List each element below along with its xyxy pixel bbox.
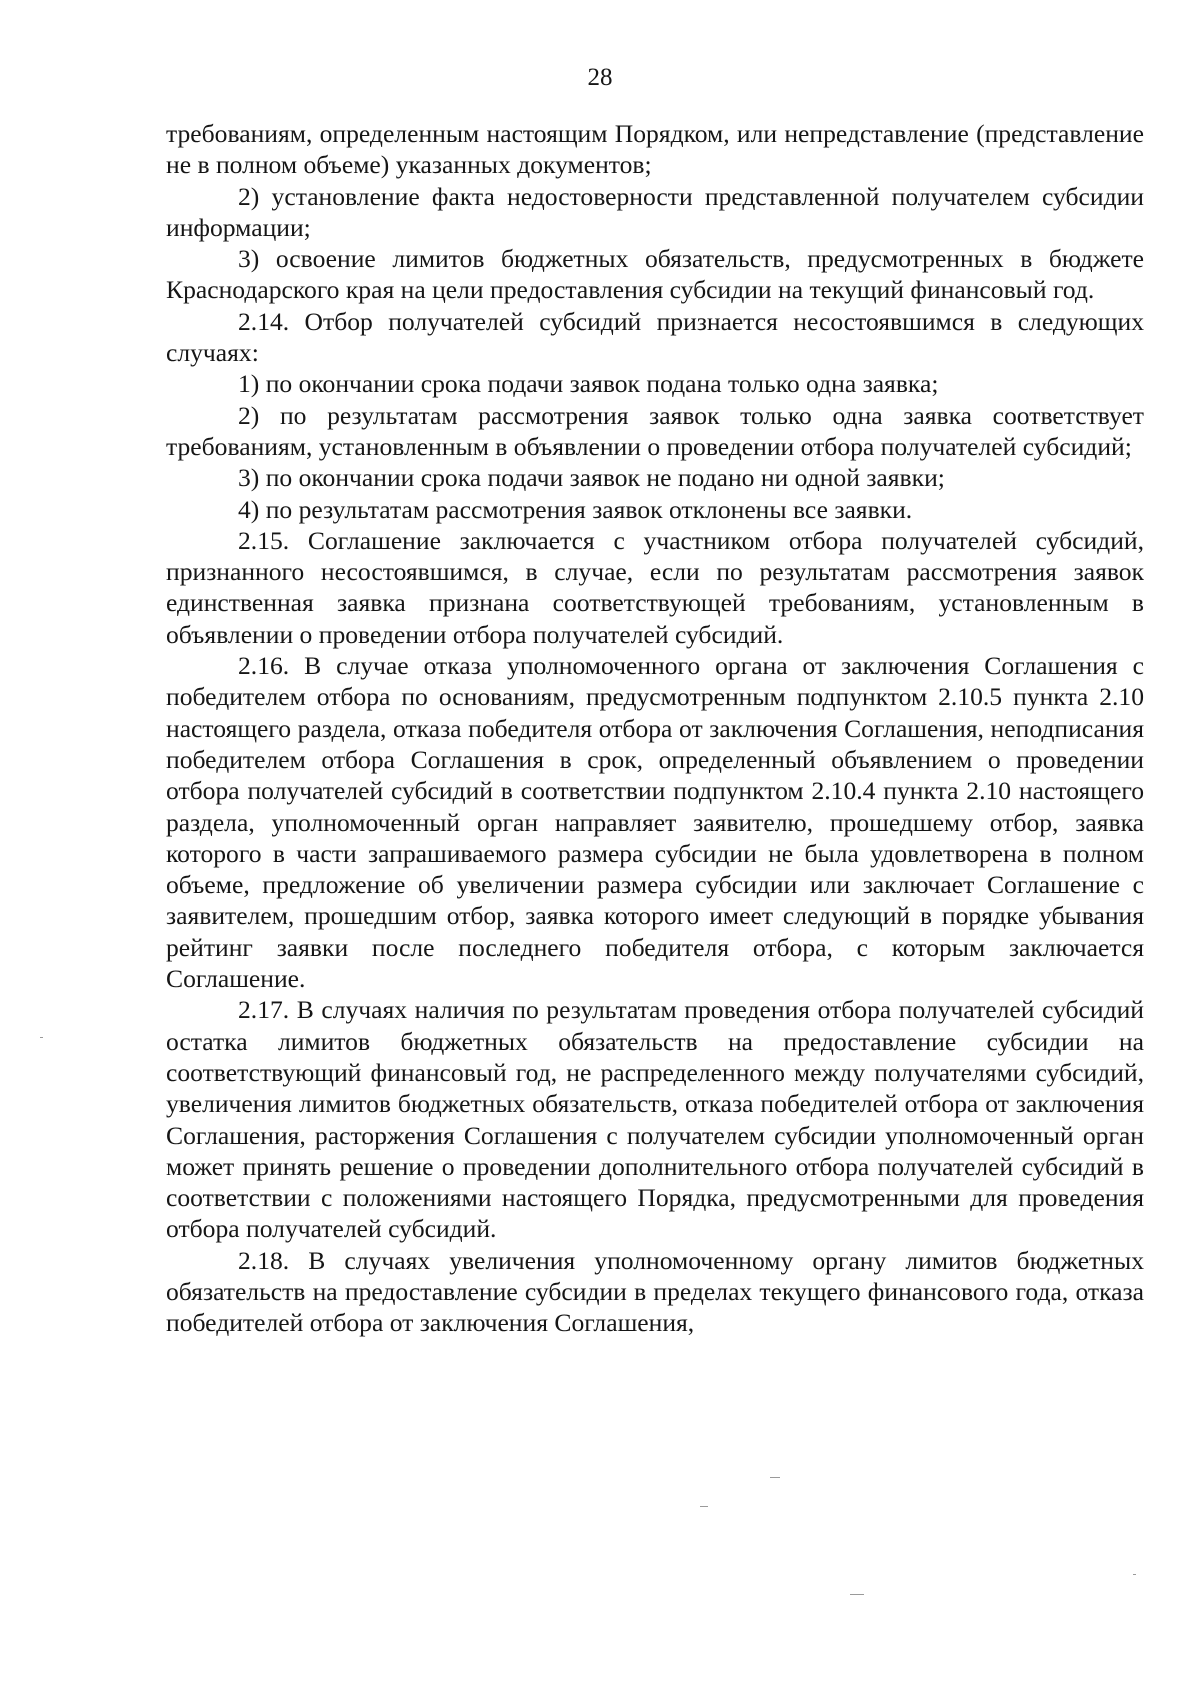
scan-speck bbox=[1133, 1574, 1136, 1575]
paragraph: 2.15. Соглашение заключается с участником отбора получателей субсидий, признанного несостоявшимся, в случае, если по результатам рассмотрения заявок единственная заявка признана соответствующей требованиям, установленным в объявлении о проведении отбора получателей субсидий. bbox=[166, 525, 1144, 649]
paragraph: 4) по результатам рассмотрения заявок отклонены все заявки. bbox=[238, 494, 913, 524]
scan-speck bbox=[40, 1037, 43, 1038]
page-number: 28 bbox=[587, 64, 613, 91]
paragraph: 2.16. В случае отказа уполномоченного органа от заключения Соглашения с победителем отбора по основаниям, предусмотренным подпунктом 2.10.5 пункта 2.10 настоящего раздела, отказа победителя отбора от заключения Соглашения, неподписания победителем отбора Соглашения в срок, определенный объявлением о проведении отбора получателей субсидий в соответствии подпунктом 2.10.4 пункта 2.10 настоящего раздела, уполномоченный орган направляет заявителю, прошедшему отбор, заявка которого в части запрашиваемого размера субсидии не была удовлетворена в полном объеме, предложение об увеличении размера субсидии или заключает Соглашение с заявителем, прошедшим отбор, заявка которого имеет следующий в порядке убывания рейтинг заявки после последнего победителя отбора, с которым заключается Соглашение. bbox=[166, 651, 1144, 994]
paragraph: 2.17. В случаях наличия по результатам проведения отбора получателей субсидий остатка лимитов бюджетных обязательств на предоставление субсидии на соответствующий финансовый год, не распределенного между получателями субсидий, увеличения лимитов бюджетных обязательств, отказа победителей отбора от заключения Соглашения, расторжения Соглашения с получателем субсидии уполномоченный орган может принять решение о проведении дополнительного отбора получателей субсидий в соответствии с положениями настоящего Порядка, предусмотренными для проведения отбора получателей субсидий. bbox=[166, 995, 1144, 1244]
scan-speck bbox=[700, 1506, 708, 1507]
document-body bbox=[166, 118, 1144, 1339]
paragraph: 3) по окончании срока подачи заявок не подано ни одной заявки; bbox=[238, 463, 945, 493]
paragraph: 2) по результатам рассмотрения заявок только одна заявка соответствует требованиям, установленным в объявлении о проведении отбора получателей субсидий; bbox=[166, 400, 1144, 461]
paragraph: 1) по окончании срока подачи заявок подана только одна заявка; bbox=[238, 369, 939, 399]
paragraph: 2) установление факта недостоверности представленной получателем субсидии информации; bbox=[166, 181, 1144, 242]
scan-speck bbox=[770, 1477, 780, 1478]
paragraph: 2.14. Отбор получателей субсидий признается несостоявшимся в следующих случаях: bbox=[166, 306, 1144, 368]
paragraph: 2.18. В случаях увеличения уполномоченному органу лимитов бюджетных обязательств на предоставление субсидии в пределах текущего финансового года, отказа победителей отбора от заключения Соглашения, bbox=[166, 1245, 1144, 1338]
scan-speck bbox=[850, 1594, 864, 1595]
paragraph: требованиям, определенным настоящим Порядком, или непредставление (представление не в полном объеме) указанных документов; bbox=[166, 119, 1144, 180]
paragraph: 3) освоение лимитов бюджетных обязательств, предусмотренных в бюджете Краснодарского края на цели предоставления субсидии на текущий финансовый год. bbox=[166, 244, 1144, 305]
